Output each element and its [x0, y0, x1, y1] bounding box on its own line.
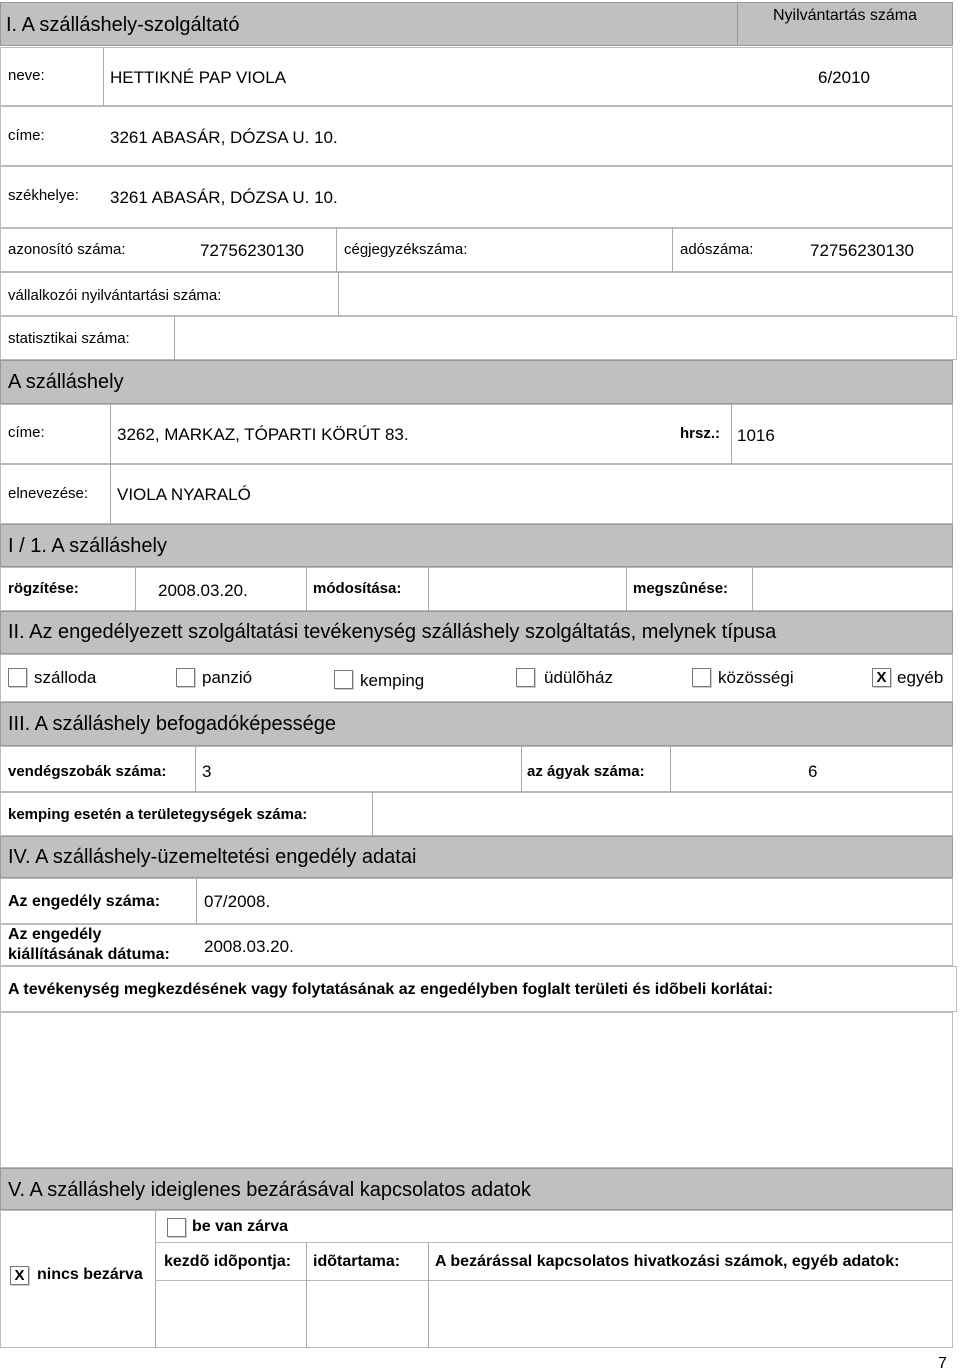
provider-name-value: HETTIKNÉ PAP VIOLA [110, 68, 287, 87]
modified-label: módosítása: [313, 580, 402, 597]
company-reg-label: cégjegyzékszáma: [344, 241, 468, 258]
registry-number-value: 6/2010 [818, 68, 870, 87]
permit-issue-value: 2008.03.20. [204, 937, 294, 956]
duration-divider [428, 1242, 429, 1348]
provider-seat-value: 3261 ABASÁR, DÓZSA U. 10. [110, 188, 338, 207]
accommodation-name-label: elnevezése: [8, 485, 89, 502]
closure-refs-label: A bezárással kapcsolatos hivatkozási számok, egyéb adatok: [435, 1253, 900, 1270]
accommodation-title: A szálláshely [8, 371, 124, 393]
accommodation-name-value: VIOLA NYARALÓ [117, 485, 251, 504]
id-label: azonosító száma: [8, 241, 126, 258]
id-value: 72756230130 [200, 241, 305, 260]
start-divider [306, 1242, 307, 1348]
camping-label: kemping esetén a területegységek száma: [8, 806, 308, 823]
section-i-title: I. A szálláshely-szolgáltató [6, 14, 240, 36]
ids-divider-1 [336, 228, 337, 272]
service-type-row [0, 654, 953, 702]
beds-value-divider [670, 746, 671, 792]
service-type-title: II. Az engedélyezett szolgáltatási tevékenység szálláshely szolgáltatás, melynek típusa [8, 621, 777, 643]
closed-label: be van zárva [192, 1218, 289, 1235]
no-closure-label: nincs bezárva [37, 1266, 143, 1283]
checkbox-kozossegi[interactable] [692, 668, 711, 687]
permit-number-label: Az engedély száma: [8, 893, 161, 910]
beds-value: 6 [808, 762, 818, 781]
registration-divider-3 [428, 567, 429, 611]
accommodation-name-divider [110, 464, 111, 524]
checkbox-egyeb[interactable]: X [872, 668, 891, 687]
closure-sub-divider [155, 1242, 953, 1243]
closed-checkbox[interactable] [167, 1218, 186, 1237]
provider-address-label: címe: [8, 127, 45, 144]
registration-divider-4 [626, 567, 627, 611]
checkbox-szalloda[interactable] [8, 668, 27, 687]
permit-number-value: 07/2008. [204, 892, 271, 911]
closure-title: V. A szálláshely ideiglenes bezárásával kapcsolatos adatok [8, 1179, 531, 1201]
registration-divider-1 [135, 567, 136, 611]
hrsz-divider [731, 404, 732, 464]
stat-row [0, 316, 957, 360]
stat-divider [174, 316, 175, 360]
hrsz-label: hrsz.: [680, 425, 721, 442]
permit-issue-label-line2: kiállításának dátuma: [8, 946, 170, 963]
closure-left-divider [155, 1210, 156, 1348]
provider-address-value: 3261 ABASÁR, DÓZSA U. 10. [110, 128, 338, 147]
closure-start-label: kezdõ idõpontja: [164, 1253, 292, 1270]
stat-label: statisztikai száma: [8, 330, 130, 347]
camping-divider [372, 792, 373, 836]
no-closure-checkbox[interactable]: X [10, 1266, 29, 1285]
beds-label-divider [521, 746, 522, 792]
option-label-udulohaz: üdülõház [544, 668, 614, 687]
closure-header-row-divider [155, 1280, 953, 1281]
limits-label: A tevékenység megkezdésének vagy folytatásának az engedélyben foglalt területi és idõbeli korlátai: [8, 981, 774, 998]
option-label-kemping: kemping [360, 671, 425, 690]
permit-title: IV. A szálláshely-üzemeltetési engedély adatai [8, 846, 417, 868]
rooms-divider [195, 746, 196, 792]
option-label-panzio: panzió [202, 668, 253, 687]
tax-value: 72756230130 [810, 241, 915, 260]
registration-title: I / 1. A szálláshely [8, 535, 167, 557]
permit-issue-label-line1: Az engedély [8, 926, 102, 943]
entrepreneur-label: vállalkozói nyilvántartási száma: [8, 287, 222, 304]
accommodation-address-label: címe: [8, 424, 45, 441]
capacity-title: III. A szálláshely befogadóképessége [8, 713, 337, 735]
beds-label: az ágyak száma: [527, 763, 645, 780]
provider-name-label: neve: [8, 67, 45, 84]
registry-header-label: Nyilvántartás száma [772, 7, 918, 24]
terminated-label: megszûnése: [633, 580, 729, 597]
accommodation-address-divider [110, 404, 111, 464]
option-label-egyeb: egyéb [897, 668, 944, 687]
hrsz-value: 1016 [737, 426, 775, 445]
rooms-label: vendégszobák száma: [8, 763, 167, 780]
registration-divider-5 [752, 567, 753, 611]
checkbox-panzio[interactable] [176, 668, 195, 687]
entrepreneur-divider [338, 272, 339, 316]
registration-divider-2 [306, 567, 307, 611]
provider-seat-label: székhelye: [8, 187, 79, 204]
recorded-label: rögzítése: [8, 580, 79, 597]
option-label-kozossegi: közösségi [718, 668, 794, 687]
checkbox-kemping[interactable] [334, 670, 353, 689]
accommodation-header [0, 360, 953, 404]
option-label-szalloda: szálloda [34, 668, 97, 687]
tax-label: adószáma: [680, 241, 754, 258]
recorded-value: 2008.03.20. [158, 581, 248, 600]
page-number: 7 [938, 1355, 947, 1372]
checkbox-udulohaz[interactable] [516, 668, 535, 687]
closure-duration-label: idõtartama: [313, 1253, 401, 1270]
accommodation-address-value: 3262, MARKAZ, TÓPARTI KÖRÚT 83. [117, 425, 409, 444]
limits-value-box [0, 1012, 953, 1168]
rooms-value: 3 [202, 762, 212, 781]
registration-row [0, 567, 953, 611]
ids-divider-2 [672, 228, 673, 272]
